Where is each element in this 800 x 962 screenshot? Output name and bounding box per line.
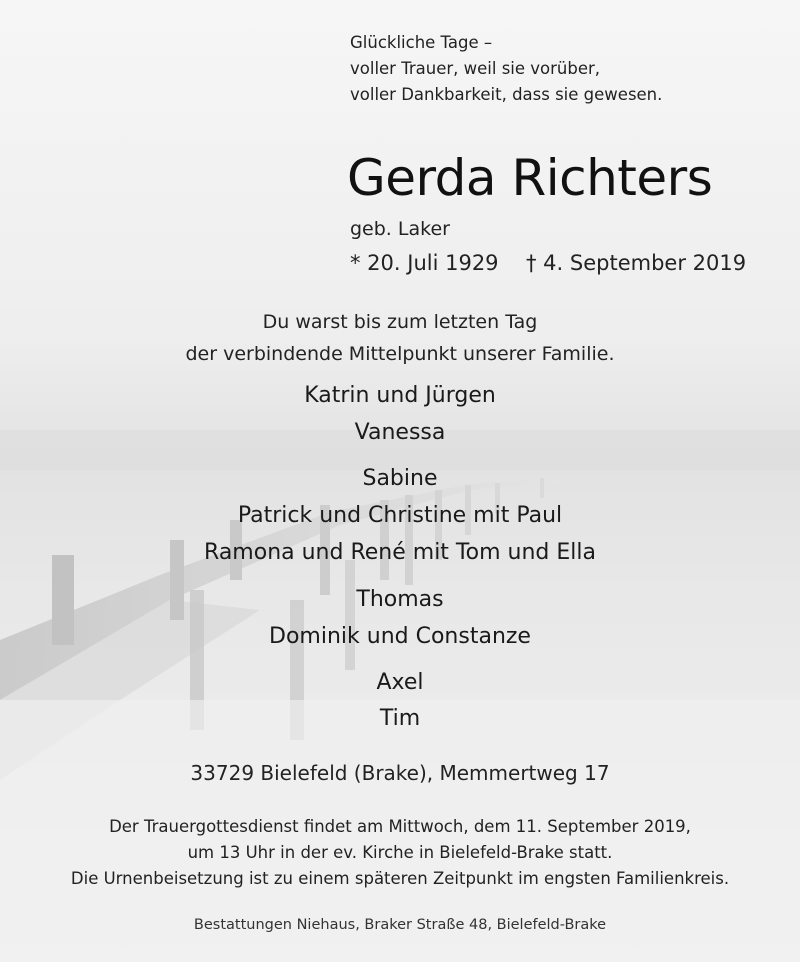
family-member: Axel	[376, 670, 424, 695]
family-member: Vanessa	[354, 420, 446, 445]
family-member: Sabine	[362, 466, 438, 491]
service-line: Der Trauergottesdienst findet am Mittwoch, dem 11. September 2019,	[109, 817, 691, 836]
address: 33729 Bielefeld (Brake), Memmertweg 17	[190, 761, 610, 785]
funeral-home: Bestattungen Niehaus, Braker Straße 48, Bielefeld-Brake	[193, 917, 607, 933]
birth-date: * 20. Juli 1929	[350, 251, 499, 275]
service-line: um 13 Uhr in der ev. Kirche in Bielefeld-Brake statt.	[187, 843, 613, 862]
family-member: Thomas	[356, 587, 444, 612]
family-member: Tim	[379, 706, 421, 731]
message-line: Du warst bis zum letzten Tag	[262, 311, 538, 333]
family-member: Katrin und Jürgen	[304, 383, 496, 408]
service-line: Die Urnenbeisetzung ist zu einem späteren Zeitpunkt im engsten Familienkreis.	[70, 869, 730, 888]
message-line: der verbindende Mittelpunkt unserer Familie.	[185, 343, 615, 365]
poem-line: voller Trauer, weil sie vorüber,	[350, 59, 601, 78]
family-member: Ramona und René mit Tom und Ella	[204, 540, 596, 565]
poem-line: Glückliche Tage –	[350, 33, 493, 52]
death-date: † 4. September 2019	[526, 251, 747, 275]
poem-line: voller Dankbarkeit, dass sie gewesen.	[350, 85, 663, 104]
family-member: Patrick und Christine mit Paul	[237, 503, 563, 528]
deceased-name: Gerda Richters	[347, 149, 713, 207]
birth-name: geb. Laker	[350, 218, 450, 240]
family-member: Dominik und Constanze	[269, 624, 531, 649]
